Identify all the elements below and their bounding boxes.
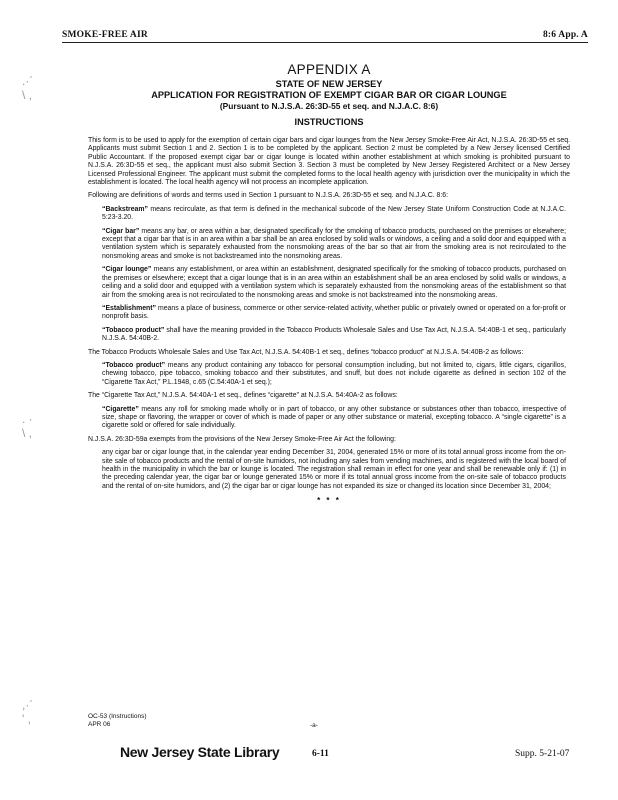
margin-scan-mark: . · \ , bbox=[22, 412, 33, 440]
definition-text: means any roll for smoking made wholly or in part of tobacco, or any other substance or substances other than tobacco, irrespective of size, shape or flavoring, the wrapper or cover of which is made of paper or any other substance or material, excepting tobacco. A “single cigarette” is a cigarette sold or offered for sale individually. bbox=[102, 405, 566, 430]
header-section: 8:6 App. A bbox=[542, 30, 588, 40]
document-body bbox=[88, 62, 570, 505]
tobacco-act-intro: The Tobacco Products Wholesale Sales and Use Tax Act, N.J.S.A. 54:40B-1 et seq., defines “tobacco product” at N.J.S.A. 54:40B-2 as follows: bbox=[88, 348, 524, 356]
definition-term: “Cigarette” bbox=[102, 405, 139, 413]
definition-term: “Tobacco product” bbox=[102, 361, 166, 369]
definition-term: “Establishment” bbox=[102, 304, 156, 312]
definitions-intro: Following are definitions of words and terms used in Section 1 pursuant to N.J.S.A. 26:3D-55 et seq. and N.J.A.C. 8:6: bbox=[88, 192, 449, 200]
definition-text: shall have the meaning provided in the Tobacco Products Wholesale Sales and Use Tax Act, N.J.S.A. 54:40B-1 et seq., particularly N.J.S.A. 54:40B-2. bbox=[102, 326, 566, 343]
definition-cigar-bar bbox=[102, 228, 566, 262]
definition-text: means recirculate, as that term is defined in the mechanical subcode of the New Jersey State Uniform Construction Code at N.J.A.C. 5:23-3.20. bbox=[102, 205, 566, 222]
definition-text: means a place of business, commerce or other service-related activity, whether public or privately owned or operated on a for-profit or nonprofit basis. bbox=[102, 304, 566, 321]
form-date: APR 06 bbox=[88, 720, 111, 728]
library-stamp: New Jersey State Library bbox=[120, 744, 280, 760]
state-heading: STATE OF NEW JERSEY bbox=[275, 79, 383, 89]
title-block bbox=[88, 62, 570, 127]
definition-cigar-lounge bbox=[102, 266, 566, 300]
exempt-intro: N.J.S.A. 26:3D-59a exempts from the provisions of the New Jersey Smoke-Free Air Act the following: bbox=[88, 435, 396, 443]
header-title: SMOKE-FREE AIR bbox=[62, 30, 148, 40]
running-header bbox=[62, 30, 588, 43]
definition-text: means any bar, or area within a bar, designated specifically for the smoking of tobacco products, purchased on the premises or elsewhere; except that a cigar bar that is in an area within a bar shall be an area enclosed by solid walls or windows, a ceiling and a solid door and equipped with a ventilation system which is separately exhausted from the nonsmoking areas of the bar so that air from the smoking area is not recirculated to the nonsmoking areas and smoke is not backstreamed into the nonsmoking areas. bbox=[102, 227, 566, 260]
margin-scan-mark: .·´ \ , bbox=[22, 74, 34, 102]
margin-scan-mark: ,·´ ' , bbox=[22, 698, 34, 726]
definition-cigarette bbox=[102, 406, 566, 431]
supplement-date: Supp. 5-21-07 bbox=[515, 749, 570, 759]
definition-tobacco-product bbox=[102, 327, 566, 344]
definition-tobacco-product-statute bbox=[102, 362, 566, 387]
form-page-number: -a- bbox=[310, 722, 318, 729]
section-separator: * * * bbox=[317, 496, 341, 506]
definition-term: “Cigar lounge” bbox=[102, 266, 152, 274]
instructions-heading: INSTRUCTIONS bbox=[294, 117, 364, 127]
definition-term: “Tobacco product” bbox=[102, 326, 165, 334]
appendix-heading: APPENDIX A bbox=[287, 62, 371, 77]
intro-paragraph: This form is to be used to apply for the exemption of certain cigar bars and cigar lounges from the New Jersey Smoke-Free Air Act, N.J.S.A. 26:3D-55 et seq. Applicants must submit Section 1 and 2. Section 1 is to be completed by the applicant. Section 2 must be completed by a New Jersey licensed Certified Public Accountant. If the proposed exempt cigar bar or cigar lounge is located within another establishment at which smoking is prohibited pursuant to N.J.S.A. 26:3D-55 et seq., the applicant must also submit Section 3. Section 3 must be completed by New Jersey Registered Architect or a New Jersey Licensed Professional Engineer. The applicant must submit the completed forms to the local health agency with jurisdiction over the municipality in which the establishment is located. The local health agency will not process an incomplete application. bbox=[88, 137, 570, 187]
definition-backstream bbox=[102, 206, 566, 223]
exempt-text: any cigar bar or cigar lounge that, in the calendar year ending December 31, 2004, generated 15% or more of its total annual gross income from the on-site sale of tobacco products and the rental of on-site humidors, not including any sales from vending machines, and is registered with the local board of health in the municipality in which the bar or lounge is located. The registration shall remain in effect for one year and shall be renewable only if: (1) in the preceding calendar year, the cigar bar or lounge generated 15% or more if its total annual gross income from the on-site sale of tobacco products and the rental of on-site humidors, and (2) the cigar bar or cigar lounge has not expanded its size or changed its location since December 31, 2004; bbox=[102, 449, 566, 490]
form-id: OC-53 (Instructions) bbox=[88, 713, 147, 720]
application-heading: APPLICATION FOR REGISTRATION OF EXEMPT CIGAR BAR OR CIGAR LOUNGE bbox=[151, 90, 507, 100]
citation-heading: (Pursuant to N.J.S.A. 26:3D-55 et seq. and N.J.A.C. 8:6) bbox=[219, 101, 439, 111]
cigarette-act-intro: The “Cigarette Tax Act,” N.J.S.A. 54:40A-1 et seq., defines “cigarette” at N.J.S.A. 54:40A-2 as follows: bbox=[88, 392, 398, 400]
page-number: 6-11 bbox=[312, 749, 329, 759]
definition-establishment bbox=[102, 305, 566, 322]
definition-term: “Backstream” bbox=[102, 205, 148, 213]
definition-text: means any establishment, or area within an establishment, designated specifically for the smoking of tobacco products, purchased on the premises or elsewhere; except that a cigar lounge that is in an area within an establishment shall be an area enclosed by solid walls or windows, a ceiling and a solid door and equipped with a ventilation system which is separately exhausted from the nonsmoking areas of the establishment so that air from the smoking area is not recirculated to the nonsmoking areas and smoke is not backstreamed into the nonsmoking areas. bbox=[102, 266, 566, 299]
definition-term: “Cigar bar” bbox=[102, 227, 140, 235]
form-identifier bbox=[88, 713, 147, 728]
definition-text: means any product containing any tobacco for personal consumption including, but not limited to, cigars, little cigars, cigarillos, chewing tobacco, pipe tobacco, smoking tobacco and their substitutes, and snuff, but does not include cigarette as defined in section 102 of the “Cigarette Tax Act,” P.L.1948, c.65 (C.54:40A-1 et seq.); bbox=[102, 361, 566, 386]
